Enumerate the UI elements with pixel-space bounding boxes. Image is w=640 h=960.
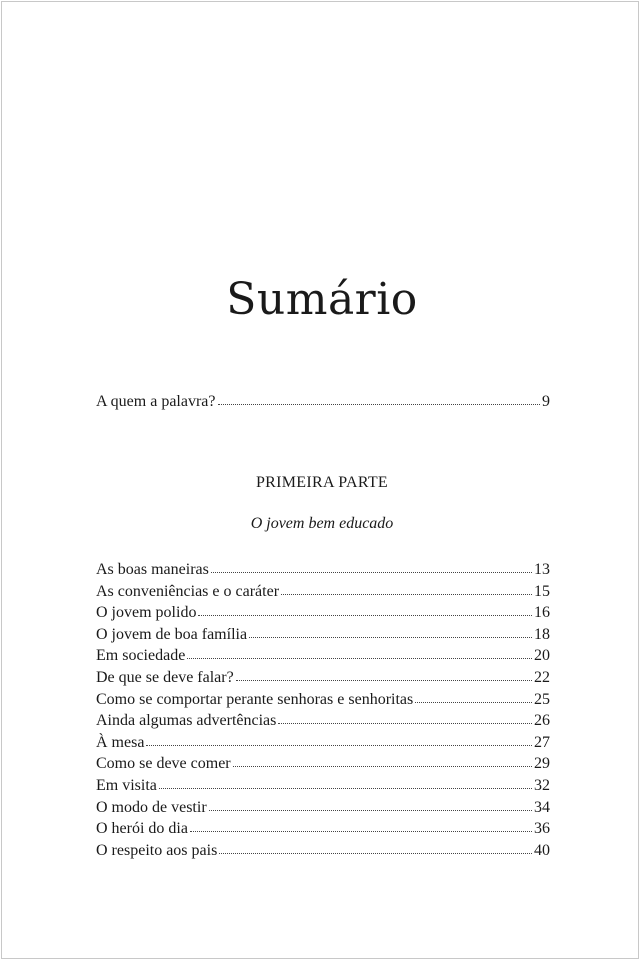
toc-entry-label: O modo de vestir	[96, 798, 207, 816]
dot-leader	[219, 839, 532, 854]
dot-leader	[211, 558, 532, 573]
toc-entry[interactable]	[96, 689, 550, 711]
part-heading: PRIMEIRA PARTE	[255, 474, 388, 491]
toc-entry-page: 26	[534, 712, 550, 730]
dot-leader	[187, 644, 532, 659]
dot-leader	[233, 752, 532, 767]
toc-entry-page: 29	[534, 755, 550, 773]
toc-entry-page: 34	[534, 798, 550, 816]
toc-entry[interactable]	[96, 753, 550, 775]
toc-entry-label: À mesa	[96, 733, 145, 751]
toc-entry[interactable]	[96, 624, 550, 646]
dot-leader	[146, 731, 532, 746]
toc-entry-label: As boas maneiras	[96, 561, 209, 578]
toc-entry-label: Como se deve comer	[96, 755, 231, 773]
toc-entry-label: Em sociedade	[96, 647, 186, 665]
part-subtitle: O jovem bem educado	[250, 515, 394, 532]
toc-entry-label: O jovem polido	[96, 604, 197, 622]
toc-entry-label: Em visita	[96, 776, 157, 794]
toc-entry-label: A quem a palavra?	[96, 393, 216, 410]
toc-entry-label: De que se deve falar?	[96, 668, 234, 686]
toc-entry[interactable]	[96, 710, 550, 732]
toc-entry[interactable]	[96, 818, 550, 840]
dot-leader	[281, 580, 532, 595]
toc-entry[interactable]	[96, 775, 550, 797]
toc-entry-label: Ainda algumas advertências	[96, 712, 277, 730]
toc-entry-page: 22	[534, 668, 550, 686]
toc-entry[interactable]	[96, 581, 550, 603]
toc-entry[interactable]	[96, 840, 550, 862]
toc-entry-label: O jovem de boa família	[96, 625, 248, 643]
toc-entry-page: 13	[534, 561, 550, 578]
dot-leader	[198, 601, 532, 616]
toc-entry[interactable]	[96, 732, 550, 754]
toc-entry-label: O respeito aos pais	[96, 841, 218, 859]
toc-entry-page: 32	[534, 776, 550, 794]
toc-entry-page: 16	[534, 604, 550, 622]
toc-entry-page: 36	[534, 820, 550, 838]
toc-entry-page: 15	[534, 582, 550, 600]
dot-leader	[190, 817, 532, 832]
dot-leader	[218, 390, 541, 405]
toc-entry-page: 40	[534, 841, 550, 859]
toc-entry-label: As conveniências e o caráter	[96, 582, 280, 600]
toc-entry-page: 9	[542, 393, 550, 410]
toc-entry-label: O herói do dia	[96, 820, 188, 838]
toc-entry[interactable]	[96, 667, 550, 689]
toc-list	[96, 559, 550, 861]
toc-entry[interactable]	[96, 797, 550, 819]
dot-leader	[249, 623, 532, 638]
dot-leader	[278, 709, 532, 724]
page-title: Sumário	[226, 274, 418, 325]
dot-leader	[159, 774, 532, 789]
toc-entry-page: 20	[534, 647, 550, 665]
toc-entry[interactable]	[96, 559, 550, 581]
dot-leader	[415, 688, 532, 703]
toc-entry[interactable]	[96, 645, 550, 667]
toc-entry-page: 18	[534, 625, 550, 643]
dot-leader	[236, 666, 532, 681]
dot-leader	[209, 796, 532, 811]
toc-entry-label: Como se comportar perante senhoras e senhoritas	[96, 690, 414, 708]
toc-entry[interactable]	[96, 602, 550, 624]
toc-entry-page: 25	[534, 690, 550, 708]
book-page	[1, 1, 639, 959]
toc-entry-intro[interactable]	[96, 391, 550, 412]
toc-entry-page: 27	[534, 733, 550, 751]
